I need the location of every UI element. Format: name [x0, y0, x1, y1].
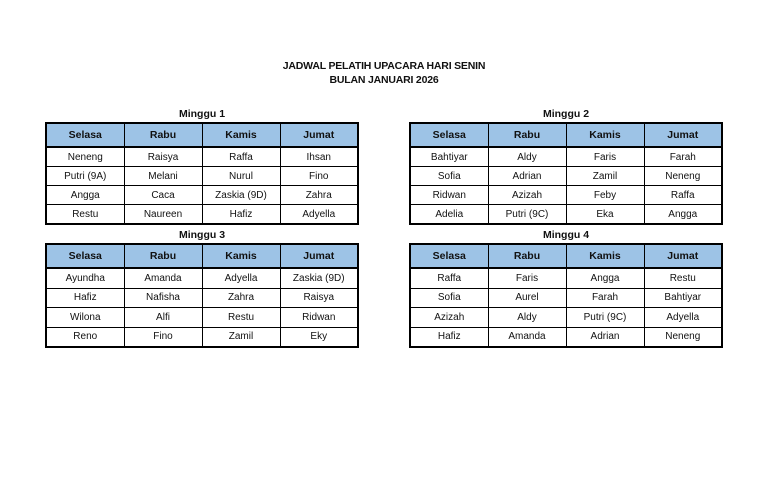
column-header-kamis: Kamis	[202, 123, 280, 147]
column-header-selasa: Selasa	[410, 123, 488, 147]
schedule-table	[409, 122, 723, 225]
table-cell: Adyella	[202, 268, 280, 288]
table-cell: Putri (9A)	[46, 167, 124, 186]
header-row	[46, 244, 358, 268]
table-cell: Neneng	[46, 147, 124, 167]
week-label: Minggu 2	[542, 108, 590, 120]
table-cell: Naureen	[124, 205, 202, 225]
table-cell: Ridwan	[280, 308, 358, 328]
column-header-rabu: Rabu	[124, 123, 202, 147]
table-cell: Angga	[46, 186, 124, 205]
table-row	[46, 186, 358, 205]
column-header-kamis: Kamis	[566, 123, 644, 147]
table-cell: Restu	[46, 205, 124, 225]
table-cell: Feby	[566, 186, 644, 205]
table-cell: Farah	[566, 288, 644, 308]
table-cell: Zamil	[566, 167, 644, 186]
table-cell: Fino	[124, 327, 202, 347]
document-title: JADWAL PELATIH UPACARA HARI SENIN	[282, 60, 486, 72]
table-row	[46, 327, 358, 347]
table-row	[410, 327, 722, 347]
table-cell: Restu	[644, 268, 722, 288]
table-cell: Farah	[644, 147, 722, 167]
table-cell: Alfi	[124, 308, 202, 328]
table-cell: Angga	[566, 268, 644, 288]
table-cell: Aldy	[488, 147, 566, 167]
table-row	[410, 288, 722, 308]
table-cell: Fino	[280, 167, 358, 186]
table-cell: Restu	[202, 308, 280, 328]
table-cell: Sofia	[410, 167, 488, 186]
table-cell: Eka	[566, 205, 644, 225]
column-header-rabu: Rabu	[124, 244, 202, 268]
table-row	[46, 147, 358, 167]
table-cell: Reno	[46, 327, 124, 347]
table-cell: Raisya	[280, 288, 358, 308]
table-cell: Sofia	[410, 288, 488, 308]
table-cell: Zahra	[202, 288, 280, 308]
table-cell: Raffa	[410, 268, 488, 288]
schedule-table	[45, 122, 359, 225]
table-cell: Adelia	[410, 205, 488, 225]
column-header-selasa: Selasa	[46, 123, 124, 147]
document-subtitle: BULAN JANUARI 2026	[329, 74, 439, 86]
column-header-selasa: Selasa	[410, 244, 488, 268]
table-cell: Faris	[488, 268, 566, 288]
column-header-selasa: Selasa	[46, 244, 124, 268]
table-cell: Ridwan	[410, 186, 488, 205]
table-row	[410, 147, 722, 167]
table-cell: Caca	[124, 186, 202, 205]
table-cell: Adrian	[566, 327, 644, 347]
table-cell: Angga	[644, 205, 722, 225]
table-cell: Eky	[280, 327, 358, 347]
column-header-kamis: Kamis	[566, 244, 644, 268]
table-row	[410, 167, 722, 186]
table-cell: Faris	[566, 147, 644, 167]
table-cell: Amanda	[124, 268, 202, 288]
table-row	[410, 308, 722, 328]
table-row	[46, 288, 358, 308]
table-cell: Amanda	[488, 327, 566, 347]
table-cell: Putri (9C)	[566, 308, 644, 328]
header-row	[410, 244, 722, 268]
table-cell: Raffa	[644, 186, 722, 205]
table-cell: Zaskia (9D)	[202, 186, 280, 205]
table-cell: Aldy	[488, 308, 566, 328]
table-row	[410, 186, 722, 205]
table-cell: Adyella	[280, 205, 358, 225]
column-header-jumat: Jumat	[280, 123, 358, 147]
column-header-jumat: Jumat	[644, 244, 722, 268]
table-cell: Adrian	[488, 167, 566, 186]
table-cell: Neneng	[644, 327, 722, 347]
table-cell: Nafisha	[124, 288, 202, 308]
table-cell: Nurul	[202, 167, 280, 186]
table-row	[46, 268, 358, 288]
schedule-table	[409, 243, 723, 348]
table-cell: Aurel	[488, 288, 566, 308]
table-row	[46, 205, 358, 225]
week-label: Minggu 3	[178, 229, 226, 241]
table-cell: Raisya	[124, 147, 202, 167]
table-cell: Hafiz	[46, 288, 124, 308]
table-cell: Ayundha	[46, 268, 124, 288]
table-cell: Wilona	[46, 308, 124, 328]
table-cell: Raffa	[202, 147, 280, 167]
week-label: Minggu 1	[178, 108, 226, 120]
table-cell: Bahtiyar	[410, 147, 488, 167]
table-row	[46, 167, 358, 186]
column-header-rabu: Rabu	[488, 123, 566, 147]
table-cell: Melani	[124, 167, 202, 186]
schedule-table	[45, 243, 359, 348]
table-cell: Putri (9C)	[488, 205, 566, 225]
table-cell: Hafiz	[202, 205, 280, 225]
table-cell: Azizah	[488, 186, 566, 205]
table-cell: Azizah	[410, 308, 488, 328]
column-header-jumat: Jumat	[280, 244, 358, 268]
header-row	[46, 123, 358, 147]
column-header-rabu: Rabu	[488, 244, 566, 268]
table-row	[410, 205, 722, 225]
table-cell: Zamil	[202, 327, 280, 347]
table-cell: Zahra	[280, 186, 358, 205]
column-header-jumat: Jumat	[644, 123, 722, 147]
table-cell: Bahtiyar	[644, 288, 722, 308]
table-cell: Ihsan	[280, 147, 358, 167]
table-row	[410, 268, 722, 288]
table-cell: Hafiz	[410, 327, 488, 347]
week-1-schedule	[45, 107, 359, 225]
table-row	[46, 308, 358, 328]
week-label: Minggu 4	[542, 229, 590, 241]
week-4-schedule	[409, 228, 723, 348]
table-cell: Zaskia (9D)	[280, 268, 358, 288]
table-cell: Adyella	[644, 308, 722, 328]
week-3-schedule	[45, 228, 359, 348]
table-cell: Neneng	[644, 167, 722, 186]
header-row	[410, 123, 722, 147]
column-header-kamis: Kamis	[202, 244, 280, 268]
week-2-schedule	[409, 107, 723, 225]
